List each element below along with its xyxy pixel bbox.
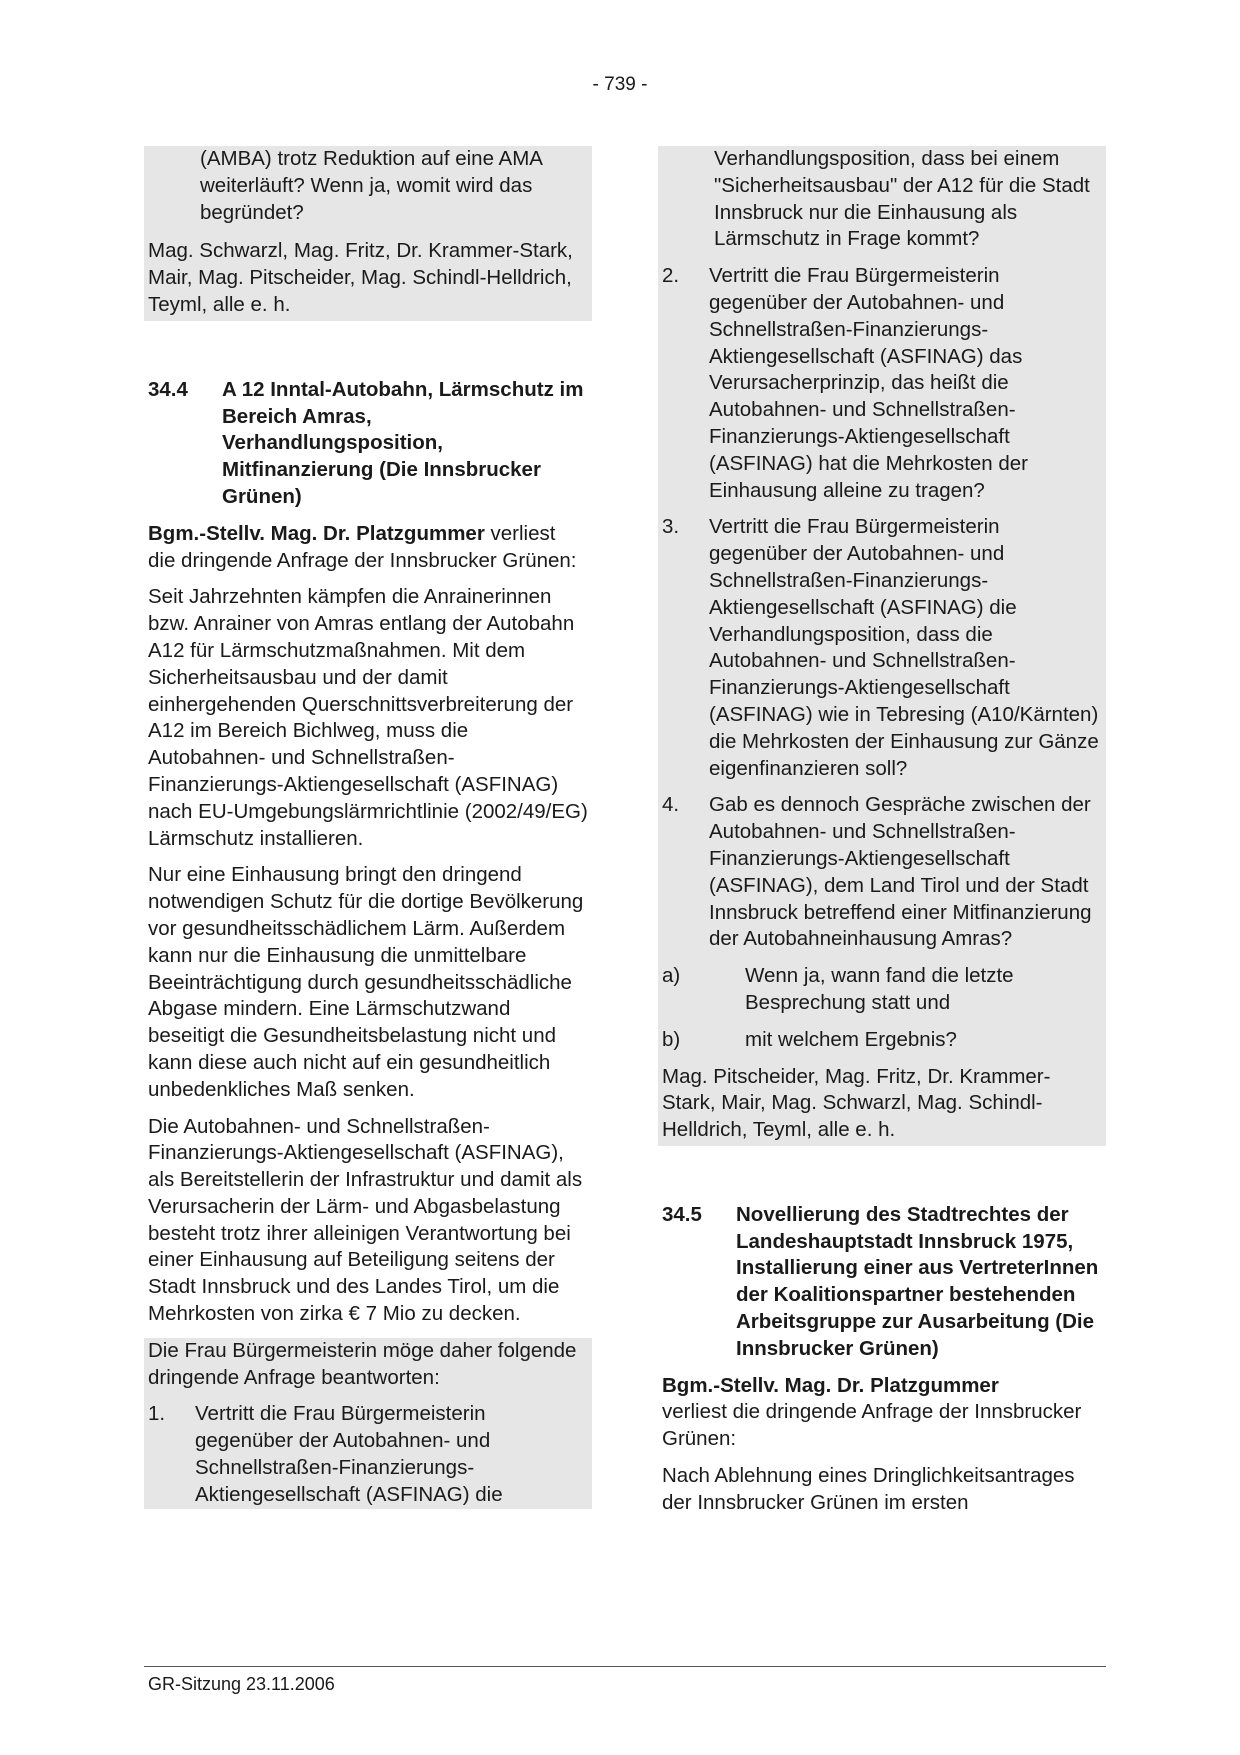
question-4: [662, 792, 1102, 963]
footer-text: GR-Sitzung 23.11.2006: [148, 1674, 335, 1694]
paragraph-3: Die Autobahnen- und Schnellstraßen-Finanzierungs-Aktiengesellschaft (ASFINAG), als Bereitstellerin der Infrastruktur und damit als Verursacherin der Lärm- und Abgasbelastung besteht trotz ihrer alleinigen Verantwortung bei einer Einhausung auf Beteiligung seitens der Stadt Innsbruck und des Landes Tirol, um die Mehrkosten von zirka € 7 Mio zu decken.: [148, 1114, 583, 1326]
speaker-line: [144, 521, 592, 575]
right-column: [658, 146, 1106, 1517]
question-number: 1.: [148, 1402, 166, 1426]
section-heading-34-4: [144, 377, 592, 511]
question-block-start: [144, 1338, 592, 1509]
question-number: 2.: [662, 264, 680, 288]
speaker-rest: verliest die dringende Anfrage der Innsbrucker Grünen:: [662, 1400, 1082, 1451]
question-1: [148, 1401, 588, 1508]
speaker-name: Bgm.-Stellv. Mag. Dr. Platzgummer: [662, 1373, 999, 1397]
sub-question-letter: b): [662, 1027, 681, 1051]
sub-question-text: Wenn ja, wann fand die letzte Besprechung statt und: [745, 964, 1014, 1014]
question-4b: [662, 1027, 1102, 1064]
speaker-line: [658, 1373, 1106, 1453]
question-text: Vertritt die Frau Bürgermeisterin gegenüber der Autobahnen- und Schnellstraßen-Finanzierungs-Aktiengesellschaft (ASFINAG) das Verursacherprinzip, das heißt die Autobahnen- und Schnellstraßen-Finanzierungs-Aktiengesellschaft (ASFINAG) hat die Mehrkosten der Einhausung alleine zu tragen?: [709, 264, 1029, 502]
question-signers: Mag. Pitscheider, Mag. Fritz, Dr. Krammer-Stark, Mair, Mag. Schwarzl, Mag. Schindl-Helldrich, Teyml, alle e. h.: [662, 1064, 1051, 1142]
question-text: Gab es dennoch Gespräche zwischen der Autobahnen- und Schnellstraßen-Finanzierungs-Aktiengesellschaft (ASFINAG), dem Land Tirol und der Stadt Innsbruck betreffend einer Mitfinanzierung der Autobahneinhausung Amras?: [709, 793, 1092, 951]
heading-number: 34.4: [148, 377, 188, 401]
question-number: 4.: [662, 793, 680, 817]
left-column: [144, 146, 592, 1509]
question-intro: Die Frau Bürgermeisterin möge daher folgende dringende Anfrage beantworten:: [148, 1338, 577, 1389]
sub-question-letter: a): [662, 964, 681, 988]
heading-number: 34.5: [662, 1202, 702, 1226]
question-number: 3.: [662, 515, 680, 539]
question-2: [662, 263, 1102, 514]
question-4a: [662, 963, 1102, 1027]
question-block-end: [144, 146, 592, 321]
question-text: Vertritt die Frau Bürgermeisterin gegenüber der Autobahnen- und Schnellstraßen-Finanzierungs-Aktiengesellschaft (ASFINAG) die: [195, 1402, 503, 1506]
question-1-continued: Verhandlungsposition, dass bei einem "Sicherheitsausbau" der A12 für die Stadt Innsbruck nur die Einhausung als Lärmschutz in Frage kommt?: [714, 147, 1090, 251]
question-tail: (AMBA) trotz Reduktion auf eine AMA weiterläuft? Wenn ja, womit wird das begründet?: [200, 147, 542, 224]
heading-text: Novellierung des Stadtrechtes der Landeshauptstadt Innsbruck 1975, Installierung einer aus VertreterInnen der Koalitionspartner bestehenden Arbeitsgruppe zur Ausarbeitung (Die Innsbrucker Grünen): [736, 1202, 1099, 1360]
question-signers: Mag. Schwarzl, Mag. Fritz, Dr. Krammer-Stark, Mair, Mag. Pitscheider, Mag. Schindl-Helldrich, Teyml, alle e. h.: [148, 239, 573, 316]
question-text: Vertritt die Frau Bürgermeisterin gegenüber der Autobahnen- und Schnellstraßen-Finanzierungs-Aktiengesellschaft (ASFINAG) die Verhandlungsposition, dass die Autobahnen- und Schnellstraßen-Finanzierungs-Aktiengesellschaft (ASFINAG) wie in Tebresing (A10/Kärnten) die Mehrkosten der Einhausung zur Gänze eigenfinanzieren soll?: [709, 515, 1099, 780]
heading-text: A 12 Inntal-Autobahn, Lärmschutz im Bereich Amras, Verhandlungsposition, Mitfinanzierung (Die Innsbrucker Grünen): [222, 377, 584, 508]
paragraph-2: Nur eine Einhausung bringt den dringend notwendigen Schutz für die dortige Bevölkerung vor gesundheitsschädlichem Lärm. Außerdem kann nur die Einhausung die unmittelbare Beeinträchtigung durch gesundheitsschädliche Abgase mindern. Eine Lärmschutzwand beseitigt die Gesundheitsbelastung nicht und kann diese auch nicht auf ein gesundheitlich unbedenkliches Maß senken.: [148, 863, 584, 1101]
speaker-name: Bgm.-Stellv. Mag. Dr. Platzgummer: [148, 521, 485, 545]
footer-divider: [144, 1666, 1106, 1667]
sub-question-text: mit welchem Ergebnis?: [745, 1027, 957, 1051]
paragraph-1: Nach Ablehnung eines Dringlichkeitsantrages der Innsbrucker Grünen im ersten: [662, 1464, 1075, 1514]
paragraph-1: Seit Jahrzehnten kämpfen die Anrainerinnen bzw. Anrainer von Amras entlang der Autobahn A12 für Lärmschutzmaßnahmen. Mit dem Sicherheitsausbau und der damit einhergehenden Querschnittsverbreiterung der A12 im Bereich Bichlweg, muss die Autobahnen- und Schnellstraßen-Finanzierungs-Aktiengesellschaft (ASFINAG) nach EU-Umgebungslärmrichtlinie (2002/49/EG) Lärmschutz installieren.: [148, 585, 588, 850]
speaker-rest: verliest die dringende Anfrage der Innsbrucker Grünen:: [148, 521, 577, 572]
page-number: - 739 -: [592, 74, 648, 95]
section-heading-34-5: [658, 1202, 1106, 1363]
question-block-continued: [658, 146, 1106, 1146]
question-3: [662, 514, 1102, 792]
